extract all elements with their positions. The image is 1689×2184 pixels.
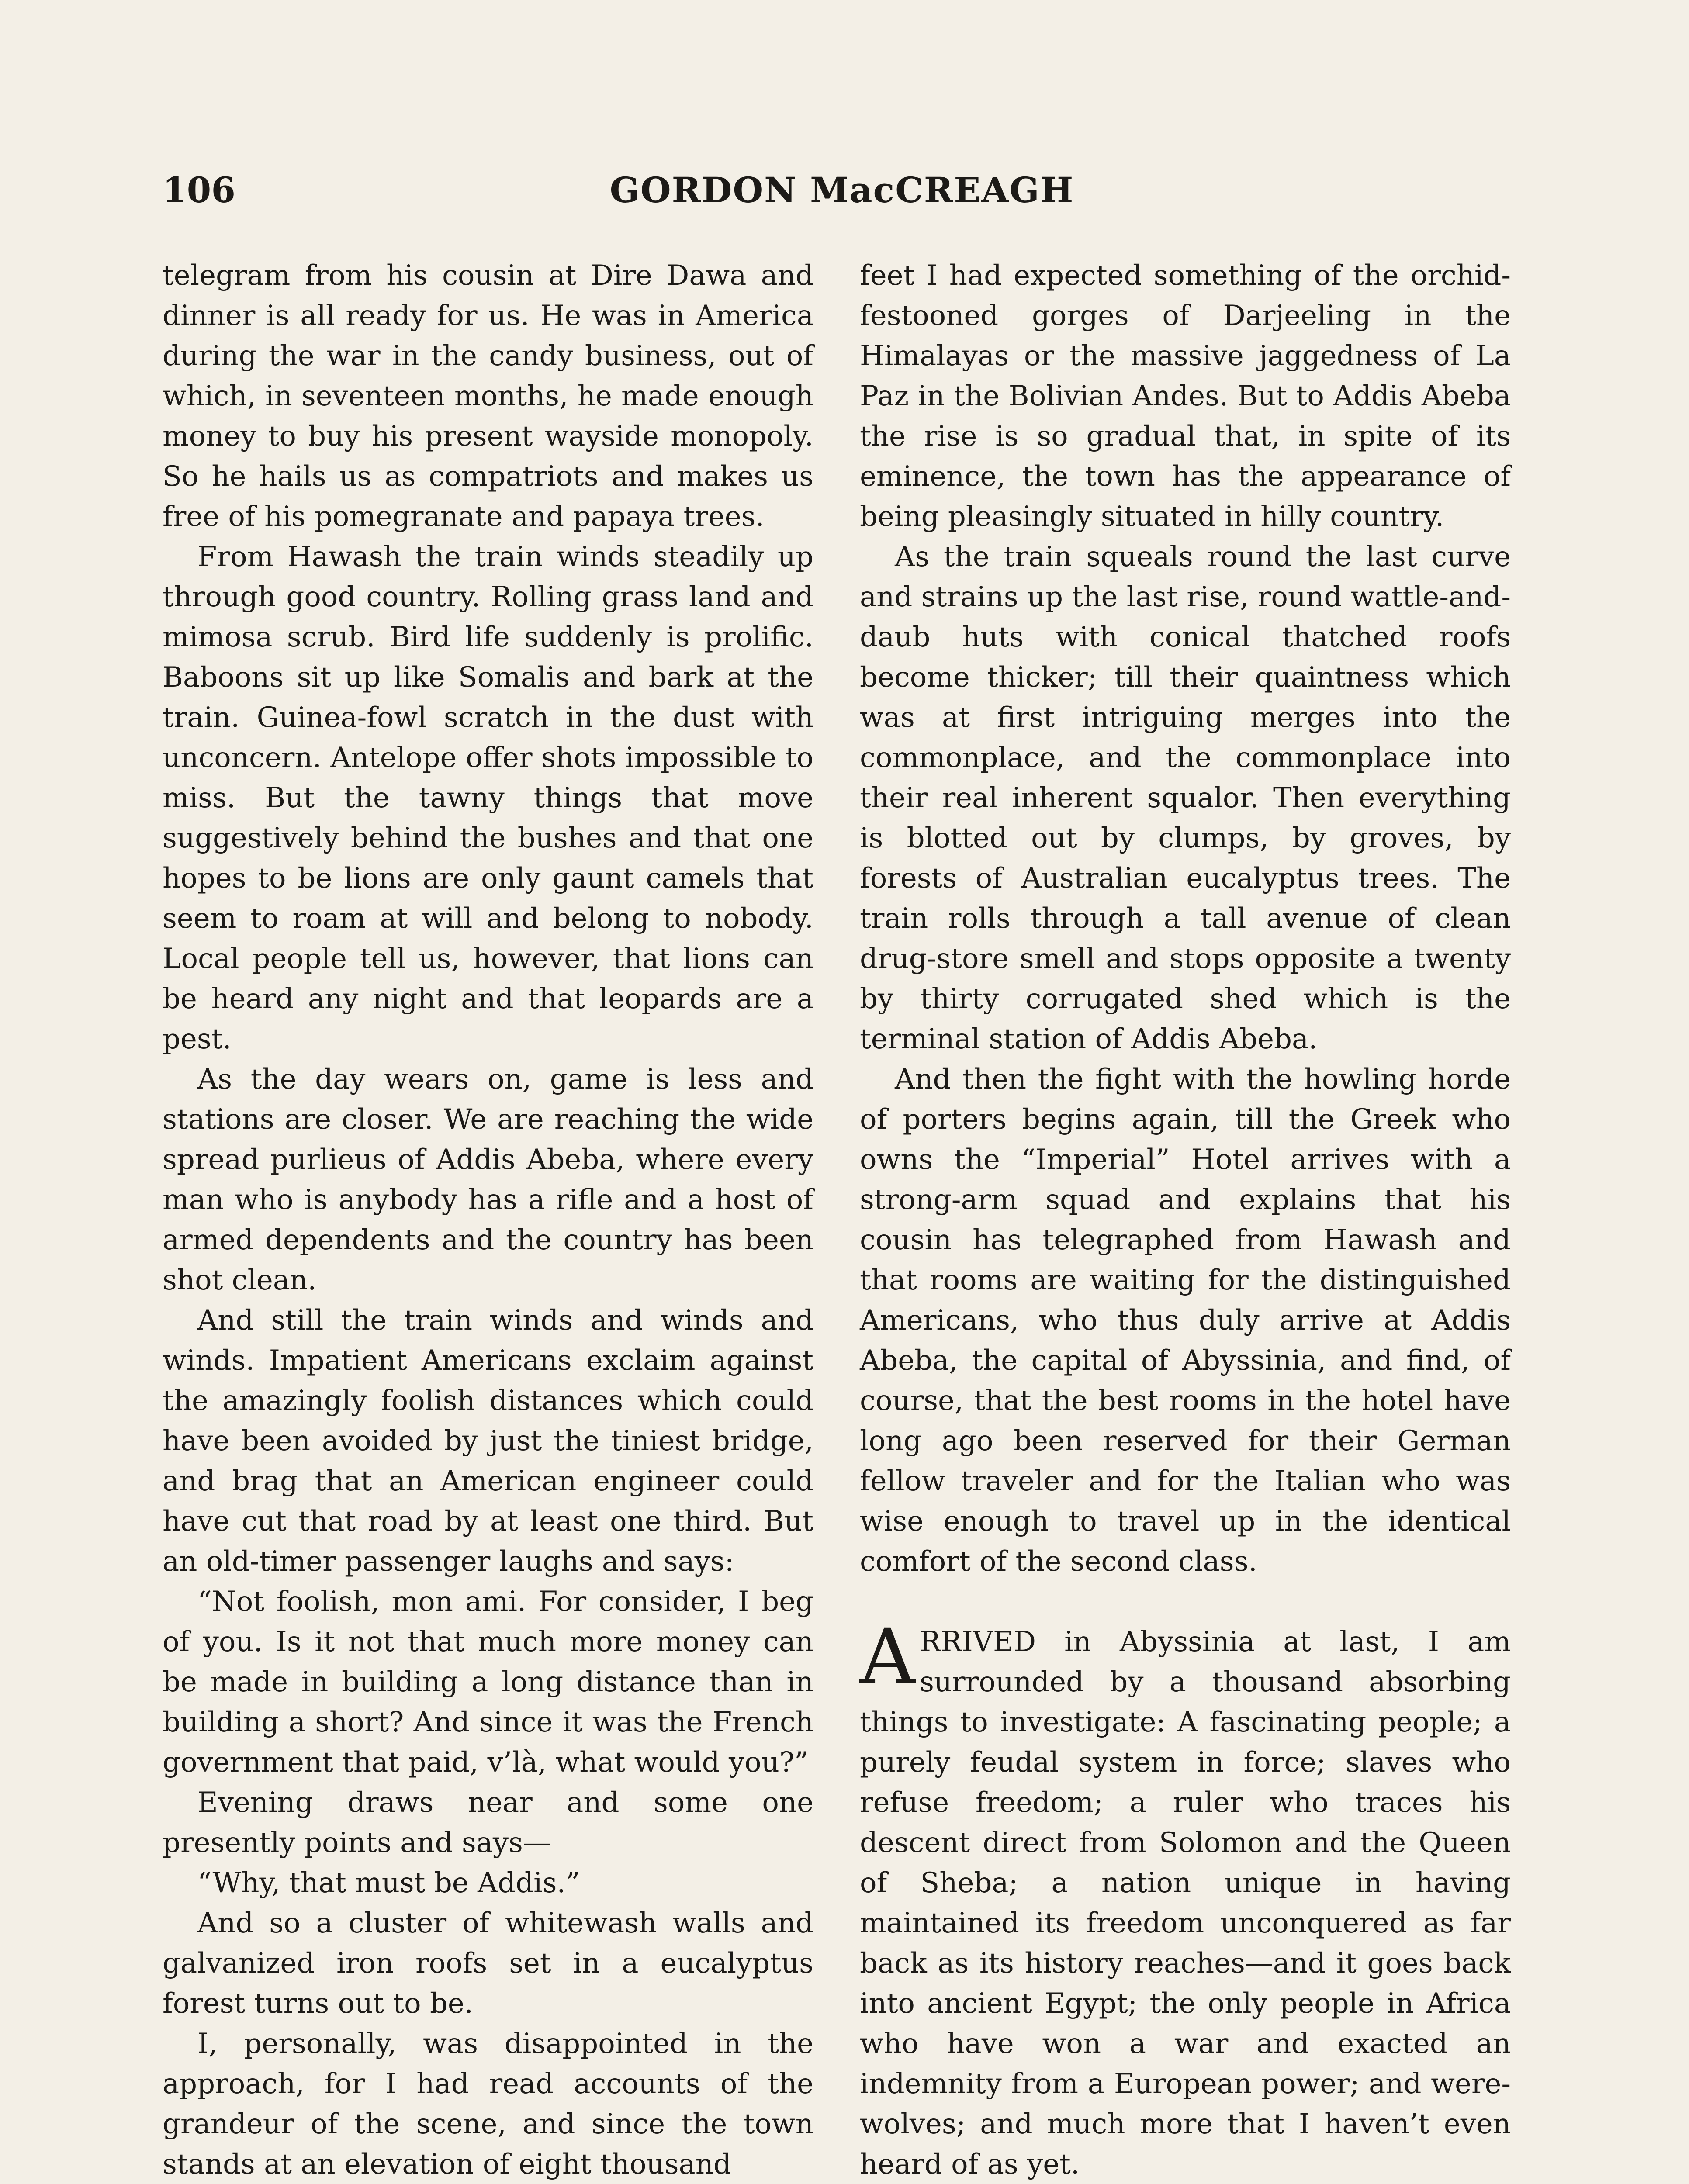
- running-head: GORDON MacCREAGH: [609, 169, 1074, 211]
- paragraph: “Not foolish, mon ami. For consider, I beg of you. Is it not that much more money can be made in building a long distance than in building a short? And since it was the French government that paid, v’là, what would you?”: [163, 1586, 813, 1779]
- page-number: 106: [163, 169, 235, 211]
- paragraph: telegram from his cousin at Dire Dawa and dinner is all ready for us. He was in America during the war in the candy business, out of which, in seventeen months, he made enough money to buy his present wayside monopoly. So he hails us as compatriots and makes us free of his pomegranate and papaya trees.: [163, 259, 813, 533]
- section-text: in Abyssinia at last, I am surrounded by a thousand absorbing things to investigate: A fascinating people; a purely feudal system in force; slaves who refuse freedom; a ruler who traces his descent direct from Solomon and the Queen of Sheba; a nation unique in having maintained its freedom unconquered as far back as its history reaches—and it goes back into ancient Egypt; the only people in Africa who have won a war and exacted an indemnity from a European power; and were-wolves; and much more that I haven’t even heard of as yet.: [860, 1626, 1511, 2181]
- page-header: [163, 166, 1521, 214]
- right-column: [860, 256, 1511, 2184]
- paragraph: And so a cluster of whitewash walls and galvanized iron roofs set in a eucalyptus forest turns out to be.: [163, 1907, 813, 2020]
- section-paragraph: [860, 1612, 1511, 2184]
- paragraph: And then the fight with the howling horde of porters begins again, till the Greek who owns the “Imperial” Hotel arrives with a strong-arm squad and explains that his cousin has telegraphed from Hawash and that rooms are waiting for the distinguished Americans, who thus duly arrive at Addis Abeba, the capital of Abyssinia, and find, of course, that the best rooms in the hotel have long ago been reserved for their German fellow traveler and for the Italian who was wise enough to travel up in the identical comfort of the second class.: [860, 1063, 1511, 1578]
- paragraph: From Hawash the train winds steadily up through good country. Rolling grass land and mimosa scrub. Bird life suddenly is prolific. Baboons sit up like Somalis and bark at the train. Guinea-fowl scratch in the dust with unconcern. Antelope offer shots impossible to miss. But the tawny things that move suggestively behind the bushes and that one hopes to be lions are only gaunt camels that seem to roam at will and belong to nobody. Local people tell us, however, that lions can be heard any night and that leopards are a pest.: [163, 541, 813, 1055]
- paragraph: “Why, that must be Addis.”: [197, 1867, 580, 1899]
- paragraph: Evening draws near and some one presently points and says—: [163, 1787, 813, 1859]
- paragraph: I, personally, was disappointed in the approach, for I had read accounts of the grandeur of the scene, and since the town stands at an elevation of eight thousand: [163, 2028, 813, 2181]
- paragraph: And still the train winds and winds and winds. Impatient Americans exclaim against the amazingly foolish distances which could have been avoided by just the tiniest bridge, and brag that an American engineer could have cut that road by at least one third. But an old-timer passenger laughs and says:: [163, 1304, 813, 1578]
- paragraph: As the day wears on, game is less and stations are closer. We are reaching the wide spread purlieus of Addis Abeba, where every man who is anybody has a rifle and a host of armed dependents and the country has been shot clean.: [163, 1063, 813, 1296]
- section-lead: RRIVED: [920, 1626, 1036, 1658]
- drop-cap: A: [860, 1612, 916, 1702]
- section-break: [860, 1582, 1511, 1622]
- paragraph: As the train squeals round the last curve and strains up the last rise, round wattle-and-daub huts with conical thatched roofs become thicker; till their quaintness which was at first intriguing merges into the commonplace, and the commonplace into their real inherent squalor. Then everything is blotted out by clumps, by groves, by forests of Australian eucalyptus trees. The train rolls through a tall avenue of clean drug-store smell and stops opposite a twenty by thirty corrugated shed which is the terminal station of Addis Abeba.: [860, 541, 1511, 1055]
- left-column: [163, 256, 813, 2184]
- paragraph: feet I had expected something of the orchid-festooned gorges of Darjeeling in the Himalayas or the massive jaggedness of La Paz in the Bolivian Andes. But to Addis Abeba the rise is so gradual that, in spite of its eminence, the town has the appearance of being pleasingly situated in hilly country.: [860, 259, 1511, 533]
